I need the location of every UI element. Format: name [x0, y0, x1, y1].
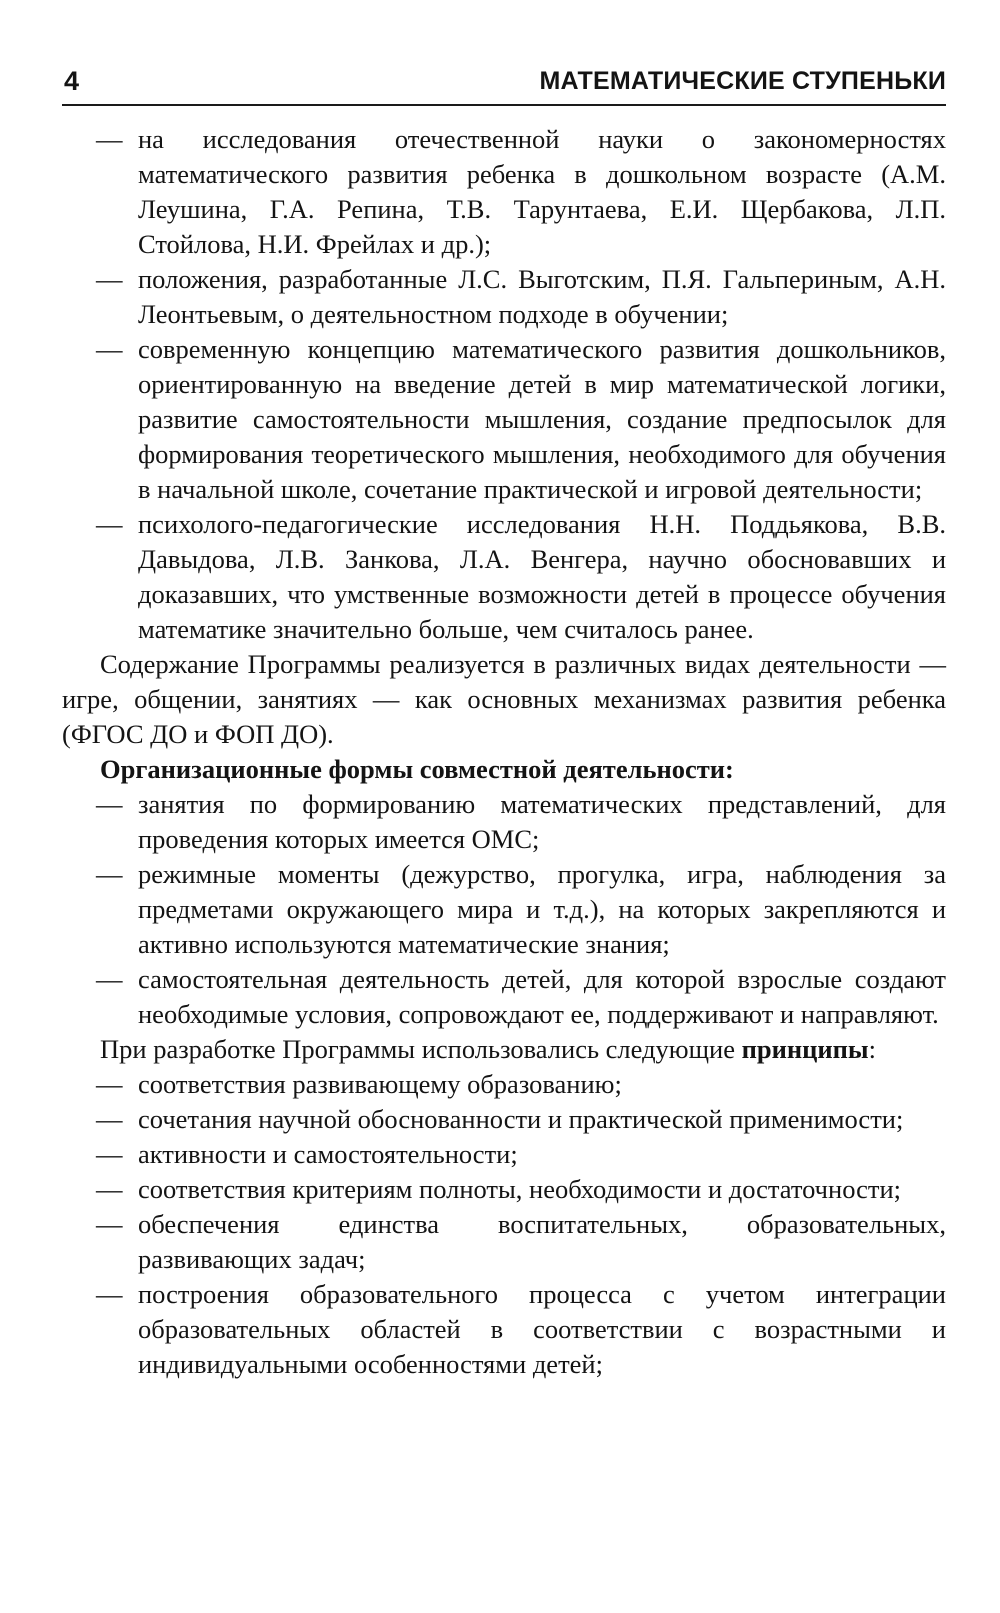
principles-intro-text: При разработке Программы использовались следующие	[100, 1034, 742, 1064]
list-item: — сочетания научной обоснованности и практической применимости;	[62, 1102, 946, 1137]
principles-intro	[62, 1032, 946, 1067]
principles-intro-end: :	[868, 1034, 876, 1064]
list-item: — соответствия критериям полноты, необходимости и достаточности;	[62, 1172, 946, 1207]
book-title: МАТЕМАТИЧЕСКИЕ СТУПЕНЬКИ	[539, 67, 946, 95]
list-item: — режимные моменты (дежурство, прогулка, игра, наблюдения за предметами окружающего мира и т.д.), на которых закрепляются и активно используются математические знания;	[62, 857, 946, 962]
list-item: — обеспечения единства воспитательных, образовательных, развивающих задач;	[62, 1207, 946, 1277]
list-item: — соответствия развивающему образованию;	[62, 1067, 946, 1102]
principles-list	[62, 1067, 946, 1382]
list-item: — психолого-педагогические исследования Н.Н. Поддьякова, В.В. Давыдова, Л.В. Занкова, Л.А. Венгера, научно обосновавших и доказавших, что умственные возможности детей в процессе обучения математике значительно больше, чем считалось ранее.	[62, 507, 946, 647]
page-body	[62, 122, 946, 1382]
forms-heading: Организационные формы совместной деятельности:	[100, 754, 734, 784]
list-item: — на исследования отечественной науки о закономерностях математического развития ребенка в дошкольном возрасте (А.М. Леушина, Г.А. Репина, Т.В. Тарунтаева, Е.И. Щербакова, Л.П. Стойлова, Н.И. Фрейлах и др.);	[62, 122, 946, 262]
principles-keyword: принципы	[741, 1034, 869, 1064]
list-item: — активности и самостоятельности;	[62, 1137, 946, 1172]
foundations-list	[62, 122, 946, 647]
forms-list	[62, 787, 946, 1032]
list-item: — положения, разработанные Л.С. Выготским, П.Я. Гальпериным, А.Н. Леонтьевым, о деятельностном подходе в обучении;	[62, 262, 946, 332]
list-item: — самостоятельная деятельность детей, для которой взрослые создают необходимые условия, сопровождают ее, поддерживают и направляют.	[62, 962, 946, 1032]
running-header	[62, 58, 946, 106]
list-item: — построения образовательного процесса с учетом интеграции образовательных областей в соответствии с возрастными и индивидуальными особенностями детей;	[62, 1277, 946, 1382]
content-paragraph: Содержание Программы реализуется в различных видах деятельности — игре, общении, занятиях — как основных механизмах развития ребенка (ФГОС ДО и ФОП ДО).	[62, 649, 946, 749]
list-item: — современную концепцию математического развития дошкольников, ориентированную на введение детей в мир математической логики, развитие самостоятельности мышления, создание предпосылок для формирования теоретического мышления, необходимого для обучения в начальной школе, сочетание практической и игровой деятельности;	[62, 332, 946, 507]
page-number: 4	[64, 66, 80, 96]
list-item: — занятия по формированию математических представлений, для проведения которых имеется ОМС;	[62, 787, 946, 857]
